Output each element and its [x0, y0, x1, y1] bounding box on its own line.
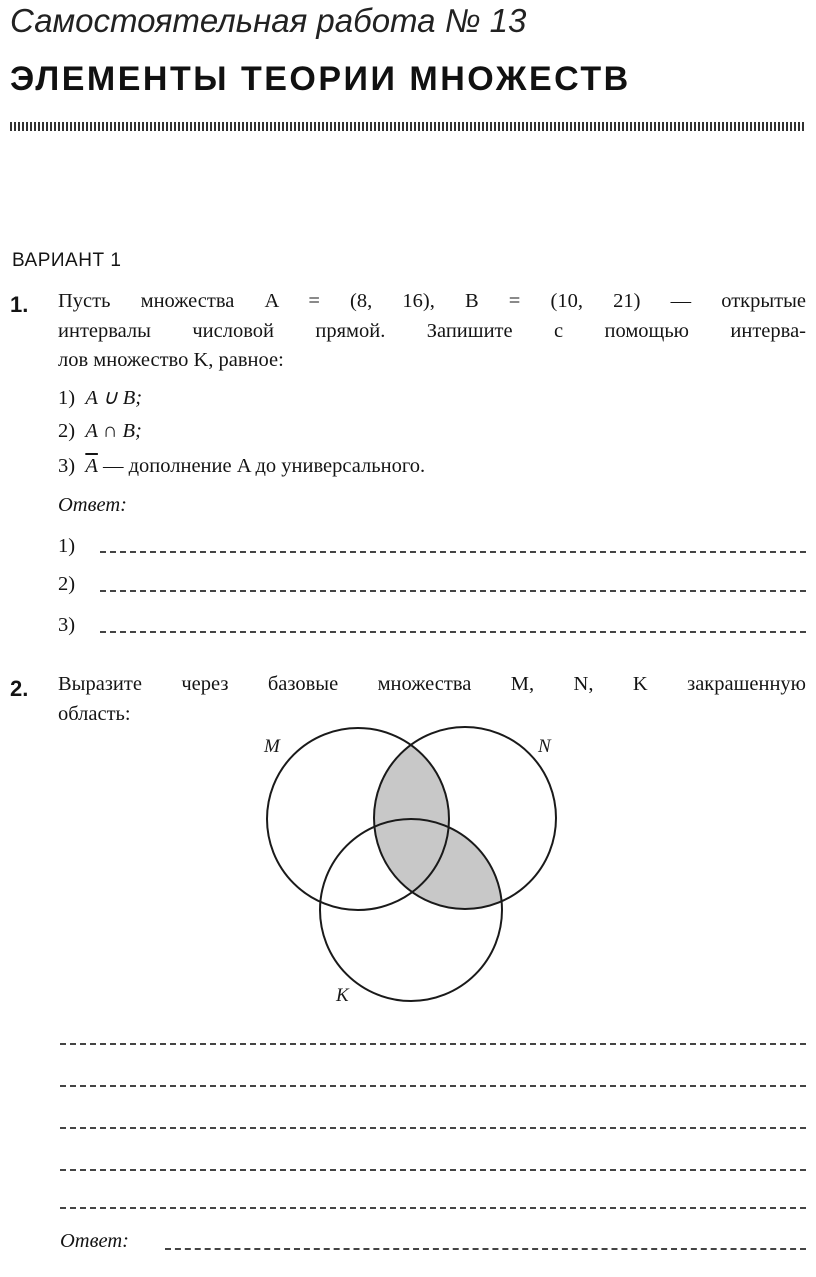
task2-answer-field[interactable]: [165, 1248, 806, 1250]
task2-answer-line-4[interactable]: [60, 1169, 806, 1171]
task2-answer-line-1[interactable]: [60, 1043, 806, 1045]
label-k: K: [336, 985, 349, 1006]
worksheet-title: ЭЛЕМЕНТЫ ТЕОРИИ МНОЖЕСТВ: [10, 60, 631, 98]
task1-text-line3: лов множество K, равное:: [58, 349, 284, 371]
label-m: M: [264, 736, 280, 757]
task1-text-line1: Пусть множества A = (8, 16), B = (10, 21) — открытые: [58, 290, 806, 312]
task2-answer-line-2[interactable]: [60, 1085, 806, 1087]
label-n: N: [538, 736, 551, 757]
task1-answer-label: Ответ:: [58, 494, 127, 516]
answer-row-label: 2): [58, 573, 76, 595]
task2-answer-line-3[interactable]: [60, 1127, 806, 1129]
task2-text-line1: Выразите через базовые множества M, N, K закрашенную: [58, 673, 806, 695]
complement-symbol: $\overline{A}$: [85, 455, 98, 477]
task2-number: 2.: [10, 676, 29, 701]
item-label: 3): [58, 455, 76, 477]
item-label: 1): [58, 387, 76, 409]
item-expression: — дополнение A до универсального.: [97, 455, 426, 477]
item-label: 2): [58, 420, 76, 442]
task1-text-line2: интервалы числовой прямой. Запишите с помощью интерва-: [58, 320, 806, 342]
variant-label: ВАРИАНТ 1: [12, 250, 122, 271]
answer-row-label: 3): [58, 614, 76, 636]
item-expression: A ∩ B;: [85, 420, 142, 442]
task2-answer-label: Ответ:: [60, 1230, 129, 1252]
answer-row-label: 1): [58, 535, 76, 557]
task1-number: 1.: [10, 292, 29, 317]
item-expression: A ∪ B;: [85, 387, 143, 409]
task2-answer-line-5[interactable]: [60, 1207, 806, 1209]
worksheet-subtitle: Самостоятельная работа № 13: [10, 2, 527, 39]
task2-text-line2: область:: [58, 703, 131, 725]
